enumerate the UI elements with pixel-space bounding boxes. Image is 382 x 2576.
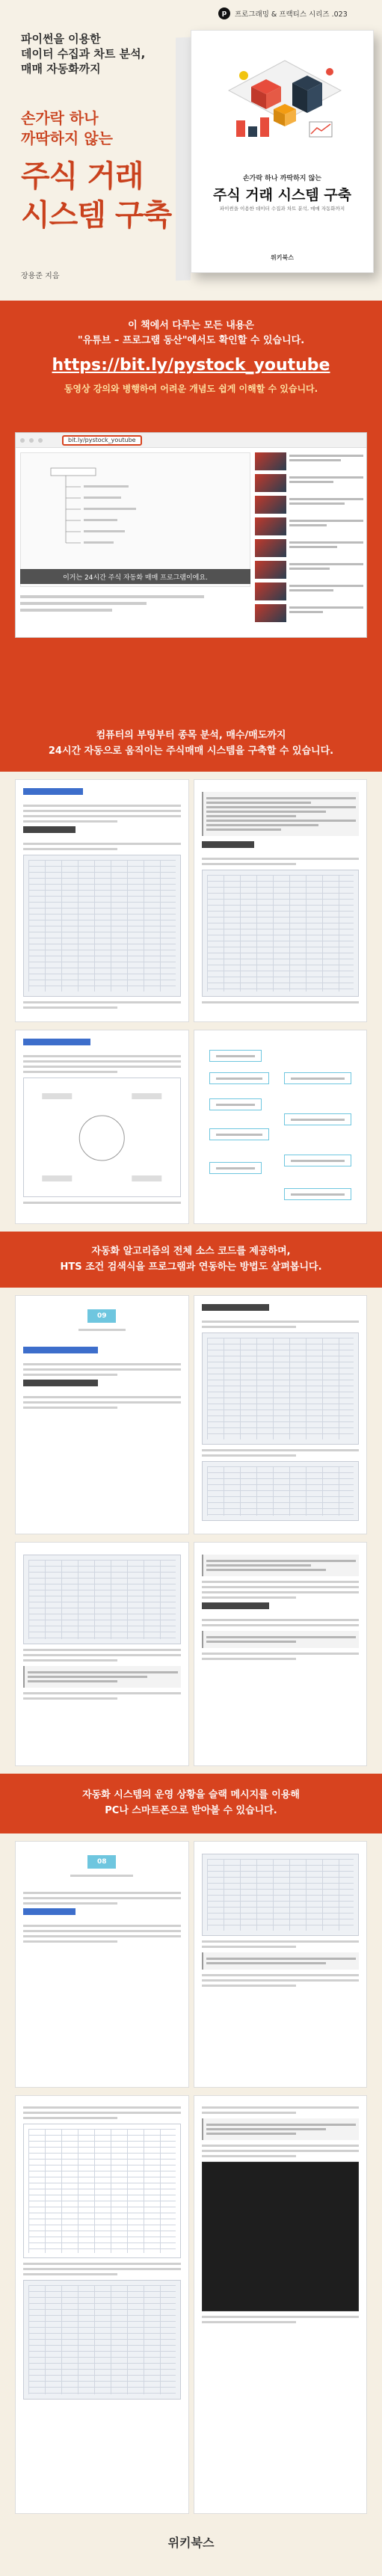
section-4-line-1: 자동화 시스템의 운영 상황을 슬랙 메시지를 이용해 [82,1789,300,1801]
chapter-badge: 09 [87,1309,116,1323]
sample-page [194,1030,368,1224]
sample-page [194,1295,368,1534]
book-publisher: 위키북스 [271,254,294,261]
video-meta [20,591,250,615]
sample-page [15,779,189,1022]
youtube-subtext: 동영상 강의와 병행하여 어려운 개념도 쉽게 이해할 수 있습니다. [64,384,318,394]
cover-author: 장용준 지음 [21,272,60,280]
sample-page [15,1542,189,1766]
series-label: 프로그래밍 & 프랙티스 시리즈 .023 [235,10,348,19]
related-video[interactable] [255,474,363,492]
youtube-screenshot [15,432,367,638]
youtube-line-2: "유튜브 – 프로그램 동산"에서도 확인할 수 있습니다. [77,335,305,346]
related-video[interactable] [255,452,363,470]
video-player[interactable] [20,452,250,587]
related-video[interactable] [255,582,363,600]
isometric-city-illustration [221,53,348,158]
flowchart [202,1042,360,1214]
sample-page [194,779,368,1022]
youtube-link[interactable]: https://bit.ly/pystock_youtube [52,356,330,375]
section-2-line-1: 컴퓨터의 부팅부터 종목 분석, 매수/매도까지 [96,730,286,741]
section-4-header [0,1774,382,1833]
sample-page [194,1841,368,2088]
book-description: 파이썬을 이용한 데이터 수집과 차트 분석, 매매 자동화까지 [219,206,345,212]
section-2-line-2: 24시간 자동으로 움직이는 주식매매 시스템을 구축할 수 있습니다. [48,746,334,757]
sample-pages-1 [15,779,367,1022]
sample-pages-3 [15,1295,367,1534]
cover-title-line: 주식 거래 [21,159,144,194]
sample-page [15,2095,189,2514]
youtube-line-1: 이 책에서 다루는 모든 내용은 [128,320,254,331]
cover-title [21,157,171,235]
section-3-line-1: 자동화 알고리즘의 전체 소스 코드를 제공하며, [91,1246,291,1257]
related-video[interactable] [255,561,363,579]
cover-tagline-line: 까딱하지 않는 [21,129,113,147]
related-video[interactable] [255,539,363,557]
cover [0,0,382,301]
cover-subtitle-line: 파이썬을 이용한 [21,32,101,46]
book-image [176,30,374,286]
sample-page [15,1030,189,1224]
related-videos [255,452,363,626]
folder-tree-diagram [24,1078,180,1198]
browser-toolbar [16,433,366,448]
cover-subtitle-line: 데이터 수집과 차트 분석, [21,47,146,61]
address-bar-text: bit.ly/pystock_youtube [68,437,136,443]
book-tagline: 손가락 하나 까딱하지 않는 [242,175,322,182]
book-cover [191,30,374,273]
sample-pages-5 [15,1841,367,2088]
publisher-logo: 위키북스 [167,2536,215,2550]
cover-subtitle [21,31,145,76]
cover-tagline [21,108,113,149]
related-video[interactable] [255,604,363,622]
sample-page [15,1295,189,1534]
cover-subtitle-line: 매매 자동화까지 [21,62,101,76]
section-4-line-2: PC나 스마트폰으로 받아볼 수 있습니다. [105,1805,277,1816]
section-3-line-2: HTS 조건 검색식을 프로그램과 연동하는 방법도 살펴봅니다. [60,1261,322,1273]
series-logo-icon: p [218,7,230,19]
cover-tagline-line: 손가락 하나 [21,109,99,127]
sample-page [15,1841,189,2088]
sample-pages-4 [15,1542,367,1766]
chapter-badge: 08 [87,1855,116,1869]
address-bar[interactable] [62,435,142,446]
mindmap-illustration [21,453,251,588]
book-title: 주식 거래 시스템 구축 [212,187,352,203]
series-bar [218,7,348,19]
video-caption: 이거는 24시간 주식 자동화 매매 프로그램이에요. [20,569,250,584]
section-3-header [0,1232,382,1288]
sample-page [194,1542,368,1766]
cover-title-line: 시스템 구축 [21,198,172,233]
sample-pages-2 [15,1030,367,1224]
related-video[interactable] [255,517,363,535]
section-2-header [0,716,382,772]
sample-pages-6 [15,2095,367,2514]
related-video[interactable] [255,496,363,514]
sample-page [194,2095,368,2514]
book-spine [176,37,191,281]
